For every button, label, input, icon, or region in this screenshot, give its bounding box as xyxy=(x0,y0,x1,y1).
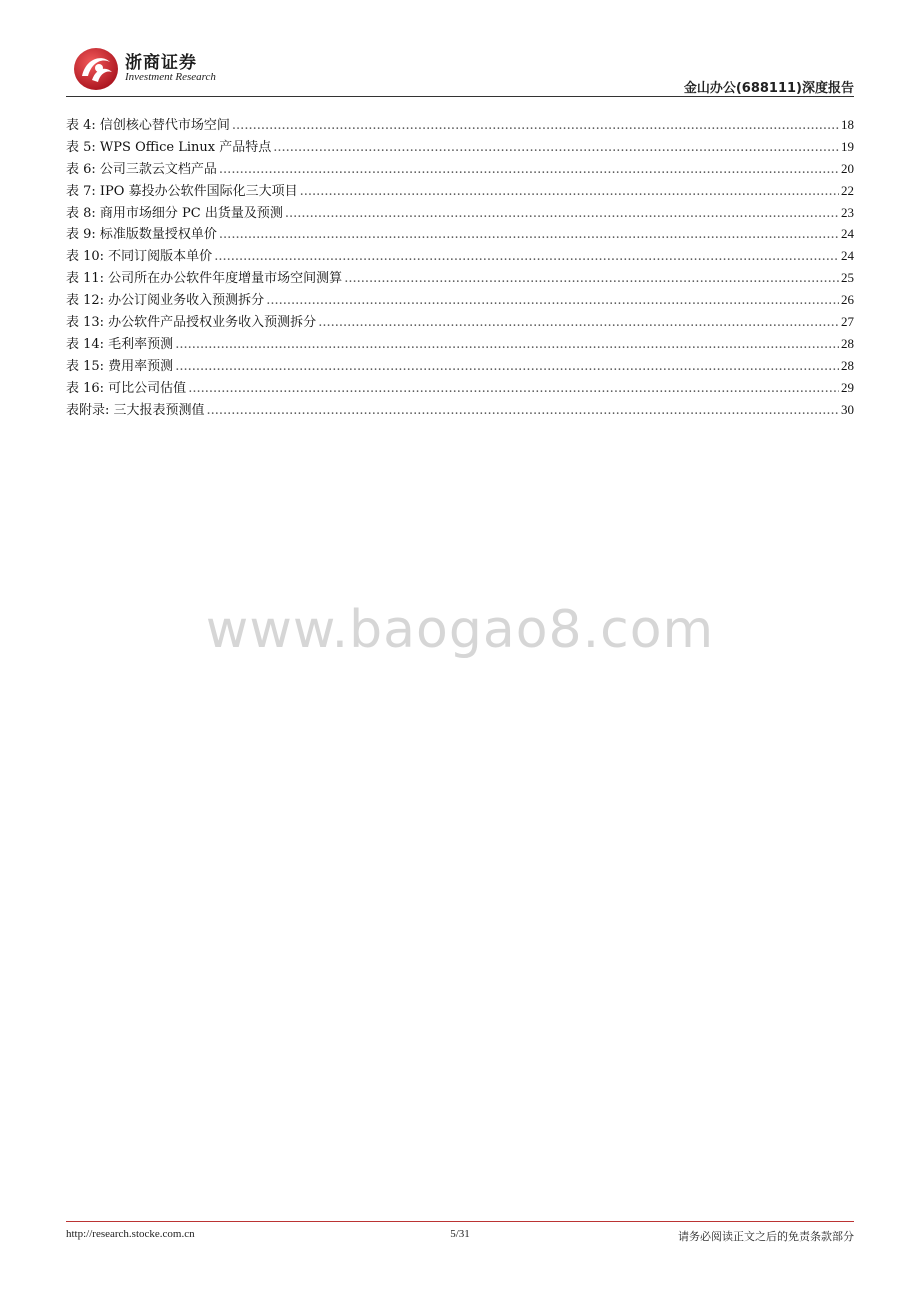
toc-entry[interactable] xyxy=(66,289,854,311)
toc-entry[interactable] xyxy=(66,377,854,399)
toc-leader-dots xyxy=(285,203,839,225)
toc-entry-label: 表 9: 标准版数量授权单价 xyxy=(66,227,217,243)
toc-leader-dots xyxy=(300,181,839,203)
toc-entry-label: 表 11: 公司所在办公软件年度增量市场空间测算 xyxy=(66,271,343,287)
toc-entry-page: 30 xyxy=(841,401,854,417)
toc-entry[interactable] xyxy=(66,158,854,180)
toc-entry-page: 23 xyxy=(841,204,854,220)
toc-entry-label: 表 16: 可比公司估值 xyxy=(66,380,187,396)
toc-entry-label: 表 7: IPO 募投办公软件国际化三大项目 xyxy=(66,183,298,199)
toc-leader-dots xyxy=(175,334,839,356)
toc-entry-label: 表附录: 三大报表预测值 xyxy=(66,402,205,418)
toc-entry-label: 表 12: 办公订阅业务收入预测拆分 xyxy=(66,293,265,309)
toc-entry-label: 表 10: 不同订阅版本单价 xyxy=(66,249,213,265)
footer-url-link[interactable]: http://research.stocke.com.cn xyxy=(66,1228,195,1240)
toc-leader-dots xyxy=(214,246,839,268)
toc-leader-dots xyxy=(219,224,839,246)
toc-entry[interactable] xyxy=(66,202,854,224)
toc-leader-dots xyxy=(232,115,839,137)
toc-entry[interactable] xyxy=(66,333,854,355)
toc-leader-dots xyxy=(207,400,839,422)
toc-entry-label: 表 6: 公司三款云文档产品 xyxy=(66,161,217,177)
toc-entry-page: 25 xyxy=(841,270,854,286)
toc-entry-page: 19 xyxy=(841,138,854,154)
toc-entry[interactable] xyxy=(66,245,854,267)
toc-leader-dots xyxy=(318,312,839,334)
toc-entry-label: 表 8: 商用市场细分 PC 出货量及预测 xyxy=(66,205,283,221)
footer-divider xyxy=(66,1221,854,1222)
toc-entry-page: 26 xyxy=(841,292,854,308)
toc-entry-label: 表 5: WPS Office Linux 产品特点 xyxy=(66,139,272,155)
toc-entry[interactable] xyxy=(66,399,854,421)
toc-entry-page: 20 xyxy=(841,160,854,176)
toc-leader-dots xyxy=(344,268,839,290)
toc-entry-page: 24 xyxy=(841,226,854,242)
toc-entry[interactable] xyxy=(66,355,854,377)
toc-entry-label: 表 4: 信创核心替代市场空间 xyxy=(66,118,230,133)
toc-entry-label: 表 15: 费用率预测 xyxy=(66,358,174,374)
toc-entry-page: 18 xyxy=(841,117,854,132)
watermark: www.baogao8.com xyxy=(205,600,715,660)
header-divider xyxy=(66,96,854,97)
toc-entry-label: 表 14: 毛利率预测 xyxy=(66,336,174,352)
toc-entry[interactable] xyxy=(66,180,854,202)
toc-leader-dots xyxy=(273,137,839,159)
footer-disclaimer: 请务必阅读正文之后的免责条款部分 xyxy=(678,1230,854,1243)
toc-entry[interactable] xyxy=(66,114,854,136)
toc-leader-dots xyxy=(175,356,839,378)
toc-entry-label: 表 13: 办公软件产品授权业务收入预测拆分 xyxy=(66,315,317,331)
table-of-contents xyxy=(66,114,854,420)
page-header xyxy=(66,40,854,98)
brand-name-cn: 浙商证券 xyxy=(125,53,197,73)
report-title: 金山办公(688111)深度报告 xyxy=(683,81,854,96)
brand-name-en: Investment Research xyxy=(125,71,216,83)
toc-entry[interactable] xyxy=(66,267,854,289)
toc-entry-page: 28 xyxy=(841,335,854,351)
toc-entry-page: 27 xyxy=(841,314,854,330)
toc-entry-page: 24 xyxy=(841,248,854,264)
zheshang-logo-icon xyxy=(72,46,120,92)
footer-page-number: 5/31 xyxy=(450,1228,470,1240)
toc-entry-page: 22 xyxy=(841,182,854,198)
toc-entry[interactable] xyxy=(66,311,854,333)
toc-leader-dots xyxy=(219,159,839,181)
toc-leader-dots xyxy=(188,378,839,400)
toc-leader-dots xyxy=(266,290,839,312)
toc-entry-page: 29 xyxy=(841,379,854,395)
toc-entry-page: 28 xyxy=(841,357,854,373)
toc-entry[interactable] xyxy=(66,136,854,158)
toc-entry[interactable] xyxy=(66,223,854,245)
